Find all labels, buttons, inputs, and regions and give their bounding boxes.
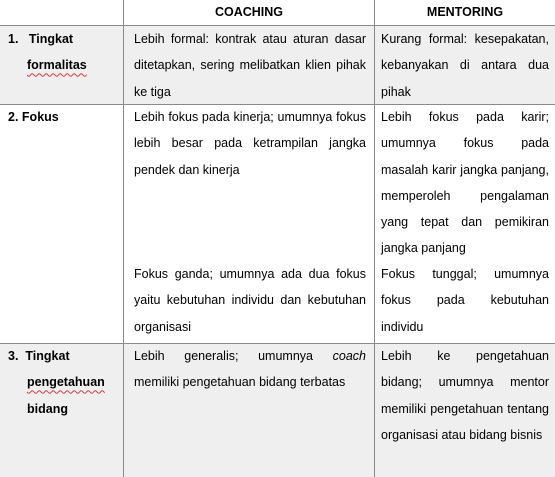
row3-coaching-post: memiliki pengetahuan bidang terbatas: [134, 375, 346, 390]
col-divider-1: [123, 0, 124, 477]
row3-num: 3.: [8, 349, 19, 363]
row3-label: [8, 343, 118, 422]
row3-label-1: Tingkat: [25, 349, 70, 363]
row2-label-1: Fokus: [21, 110, 59, 124]
row2-label: [8, 104, 118, 130]
row1-label-2: formalitas: [27, 58, 87, 73]
row3-label-line2: [8, 369, 118, 395]
row1-label-1: Tingkat: [28, 32, 74, 46]
row1-num: 1.: [8, 32, 19, 46]
row1-coaching: Lebih formal: kontrak atau aturan dasar ditetapkan, sering melibatkan klien pihak ke tiga: [134, 32, 366, 99]
header-mentoring: MENTORING: [426, 5, 504, 19]
row2-coaching-2: Fokus ganda; umumnya ada dua fokus yaitu kebutuhan individu dan kebutuhan organisasi: [134, 267, 366, 334]
row1-label-line1: [8, 26, 118, 52]
row2-coaching: Lebih fokus pada kinerja; umumnya fokus lebih besar pada ketrampilan jangka pendek dan kinerja: [134, 110, 366, 177]
header-coaching: COACHING: [214, 5, 284, 19]
row3-label-line3: [8, 396, 118, 422]
row1-mentoring: Kurang formal: kesepakatan, kebanyakan di antara dua pihak: [381, 32, 549, 99]
row1-label-line2: [8, 52, 118, 78]
row1-label: [8, 26, 118, 79]
col-divider-2: [374, 0, 375, 477]
row2-mentoring-2: Fokus tunggal; umumnya fokus pada kebutuhan individu: [381, 267, 549, 334]
row2-num: 2.: [8, 110, 19, 124]
row3-coaching-italic: coach: [332, 349, 366, 363]
row3-coaching: [134, 343, 366, 396]
row3-label-line1: [8, 343, 118, 369]
row3-coaching-pre: Lebih generalis; umumnya: [134, 349, 333, 363]
row3-label-3: bidang: [27, 401, 68, 416]
row3-mentoring: Lebih ke pengetahuan bidang; umumnya mentor memiliki pengetahuan tentang organisasi atau bidang bisnis: [381, 349, 549, 442]
row3-label-2: pengetahuan: [27, 375, 105, 390]
row2-mentoring: Lebih fokus pada karir; umumnya fokus pada masalah karir jangka panjang, memperoleh pengalaman yang tepat dan pemikiran jangka panjang: [381, 110, 549, 256]
